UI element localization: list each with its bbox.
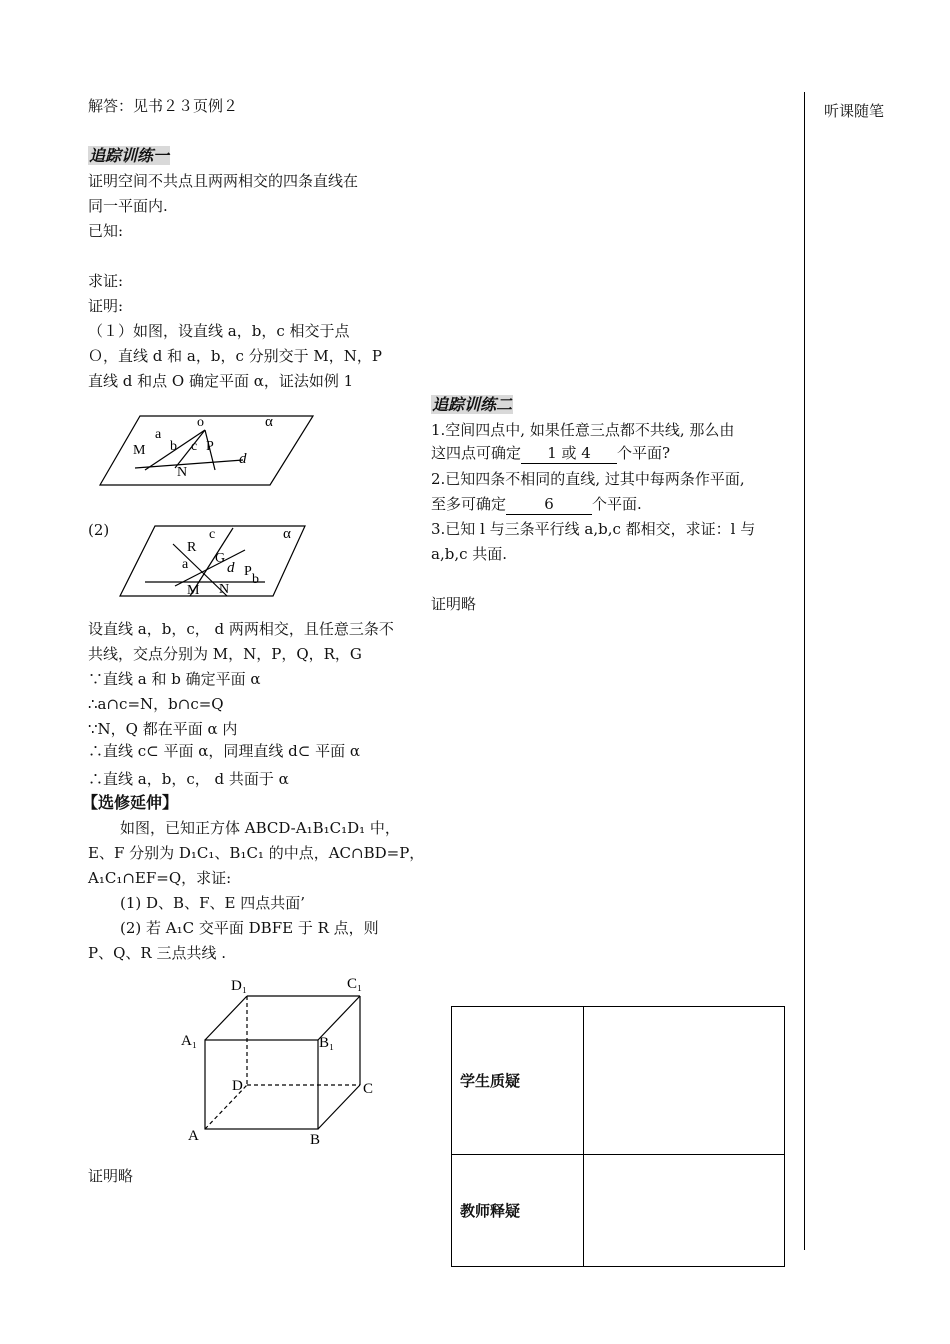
q2-line2: 至多可确定 6 个平面. (431, 495, 642, 513)
fig1-label-o: o (197, 415, 204, 430)
extension-line6: P、Q、R 三点共线 . (88, 944, 226, 962)
case1-line3: 直线 d 和点 O 确定平面 α，证法如例 1 (88, 372, 354, 390)
q2-line1: 2.已知四条不相同的直线, 过其中每两条作平面, (431, 470, 745, 488)
proof-label: 证明: (88, 297, 124, 315)
q1-line2: 这四点可确定 1 或 4 个平面? (431, 444, 671, 462)
fig1-label-c: c (191, 439, 198, 454)
drill1-problem-line2: 同一平面内. (88, 197, 168, 215)
qa-table (451, 1006, 785, 1267)
fig2-label-a: a (182, 557, 189, 572)
student-questions-field[interactable] (584, 1007, 785, 1155)
extension-heading: 【选修延伸】 (82, 793, 179, 812)
right-proof-omitted: 证明略 (431, 595, 477, 613)
extension-line5: (2) 若 A₁C 交平面 DBFE 于 R 点，则 (120, 919, 379, 937)
teacher-answers-field[interactable] (584, 1155, 785, 1267)
fig1-label-a: a (155, 427, 162, 442)
fig2-label-P: P (244, 564, 252, 579)
cube-label-B: B (310, 1132, 321, 1148)
figure1-line-d (135, 460, 243, 468)
fig2-label-d: d (227, 560, 235, 576)
q3-line1: 3.已知 l 与三条平行线 a,b,c 都相交，求证：l 与 (431, 520, 756, 538)
extension-line4: (1) D、B、F、E 四点共面’ (120, 894, 305, 912)
case2-line2: 共线，交点分别为 M，N，P，Q，R，G (88, 645, 362, 663)
q3-line2: a,b,c 共面. (431, 545, 508, 563)
cube-edge-bc (318, 1085, 360, 1129)
cube-label-D: D (232, 1078, 243, 1094)
answer-reference: 解答：见书２３页例２ (88, 97, 239, 115)
table-row (452, 1007, 785, 1155)
fig2-label-R: R (187, 540, 197, 555)
case2-line6: ∴直线 c⊂ 平面 α，同理直线 d⊂ 平面 α (88, 742, 361, 760)
fig2-label-b: b (252, 572, 259, 587)
case2-label: (2) (88, 521, 110, 539)
case2-line7: ∴直线 a，b，c， d 共面于 α (88, 770, 289, 788)
case2-line5: ∵N，Q 都在平面 α 内 (88, 720, 238, 738)
fig2-label-N: N (219, 582, 230, 597)
figure2-plane-diagram (115, 520, 315, 600)
sidebar-note-title: 听课随笔 (824, 102, 885, 120)
fig1-label-b: b (170, 439, 177, 454)
case1-line2: Ｏ，直线 d 和 a，b，c 分别交于 M，N，P (88, 347, 382, 365)
q1-line1: 1.空间四点中, 如果任意三点都不共线, 那么由 (431, 421, 735, 439)
fig2-label-M: M (187, 583, 200, 598)
fig1-label-alpha: α (265, 414, 273, 430)
q1-answer: 1 或 4 (521, 443, 617, 464)
fig1-label-N: N (177, 465, 188, 480)
student-questions-label: 学生质疑 (452, 1007, 584, 1155)
case2-line1: 设直线 a，b，c， d 两两相交，且任意三条不 (88, 620, 394, 638)
extension-line3: A₁C₁∩EF=Q，求证: (88, 869, 232, 887)
case2-line3: ∵直线 a 和 b 确定平面 α (88, 670, 261, 688)
teacher-answers-label: 教师释疑 (452, 1155, 584, 1267)
cube-label-C1: C₁ (347, 976, 363, 992)
fig1-label-d: d (239, 451, 247, 467)
fig2-label-alpha: α (283, 526, 291, 542)
cube-label-B1: B₁ (319, 1035, 335, 1051)
sidebar-divider (804, 92, 805, 1250)
drill2-heading: 追踪训练二 (432, 395, 513, 414)
fig2-label-c: c (209, 527, 216, 542)
fig1-label-M: M (133, 443, 146, 458)
cube-label-A: A (188, 1128, 199, 1144)
cube-edge-b1c1 (318, 996, 360, 1040)
figure1-plane-diagram (95, 408, 325, 493)
left-proof-omitted: 证明略 (88, 1167, 134, 1185)
fig2-label-G: G (215, 551, 226, 566)
known-label: 已知: (88, 222, 124, 240)
drill1-heading: 追踪训练一 (89, 146, 170, 165)
cube-edge-a1d1 (205, 996, 247, 1040)
table-row (452, 1155, 785, 1267)
q2-answer: 6 (506, 494, 592, 515)
extension-line1: 如图，已知正方体 ABCD-A₁B₁C₁D₁ 中， (120, 819, 400, 837)
case1-line1: （１）如图，设直线 a，b，c 相交于点 (88, 322, 350, 340)
figure1-line-b (175, 430, 205, 468)
cube-diagram (175, 972, 390, 1152)
case2-line4: ∴a∩c=N，b∩c=Q (88, 695, 224, 713)
to-prove-label: 求证: (88, 272, 124, 290)
cube-label-C: C (363, 1081, 374, 1097)
extension-line2: E、F 分别为 D₁C₁、B₁C₁ 的中点，AC∩BD=P， (88, 844, 425, 862)
drill1-problem-line1: 证明空间不共点且两两相交的四条直线在 (88, 172, 359, 190)
cube-label-A1: A₁ (181, 1033, 198, 1049)
cube-label-D1: D₁ (231, 978, 248, 994)
fig1-label-P: P (206, 439, 214, 454)
